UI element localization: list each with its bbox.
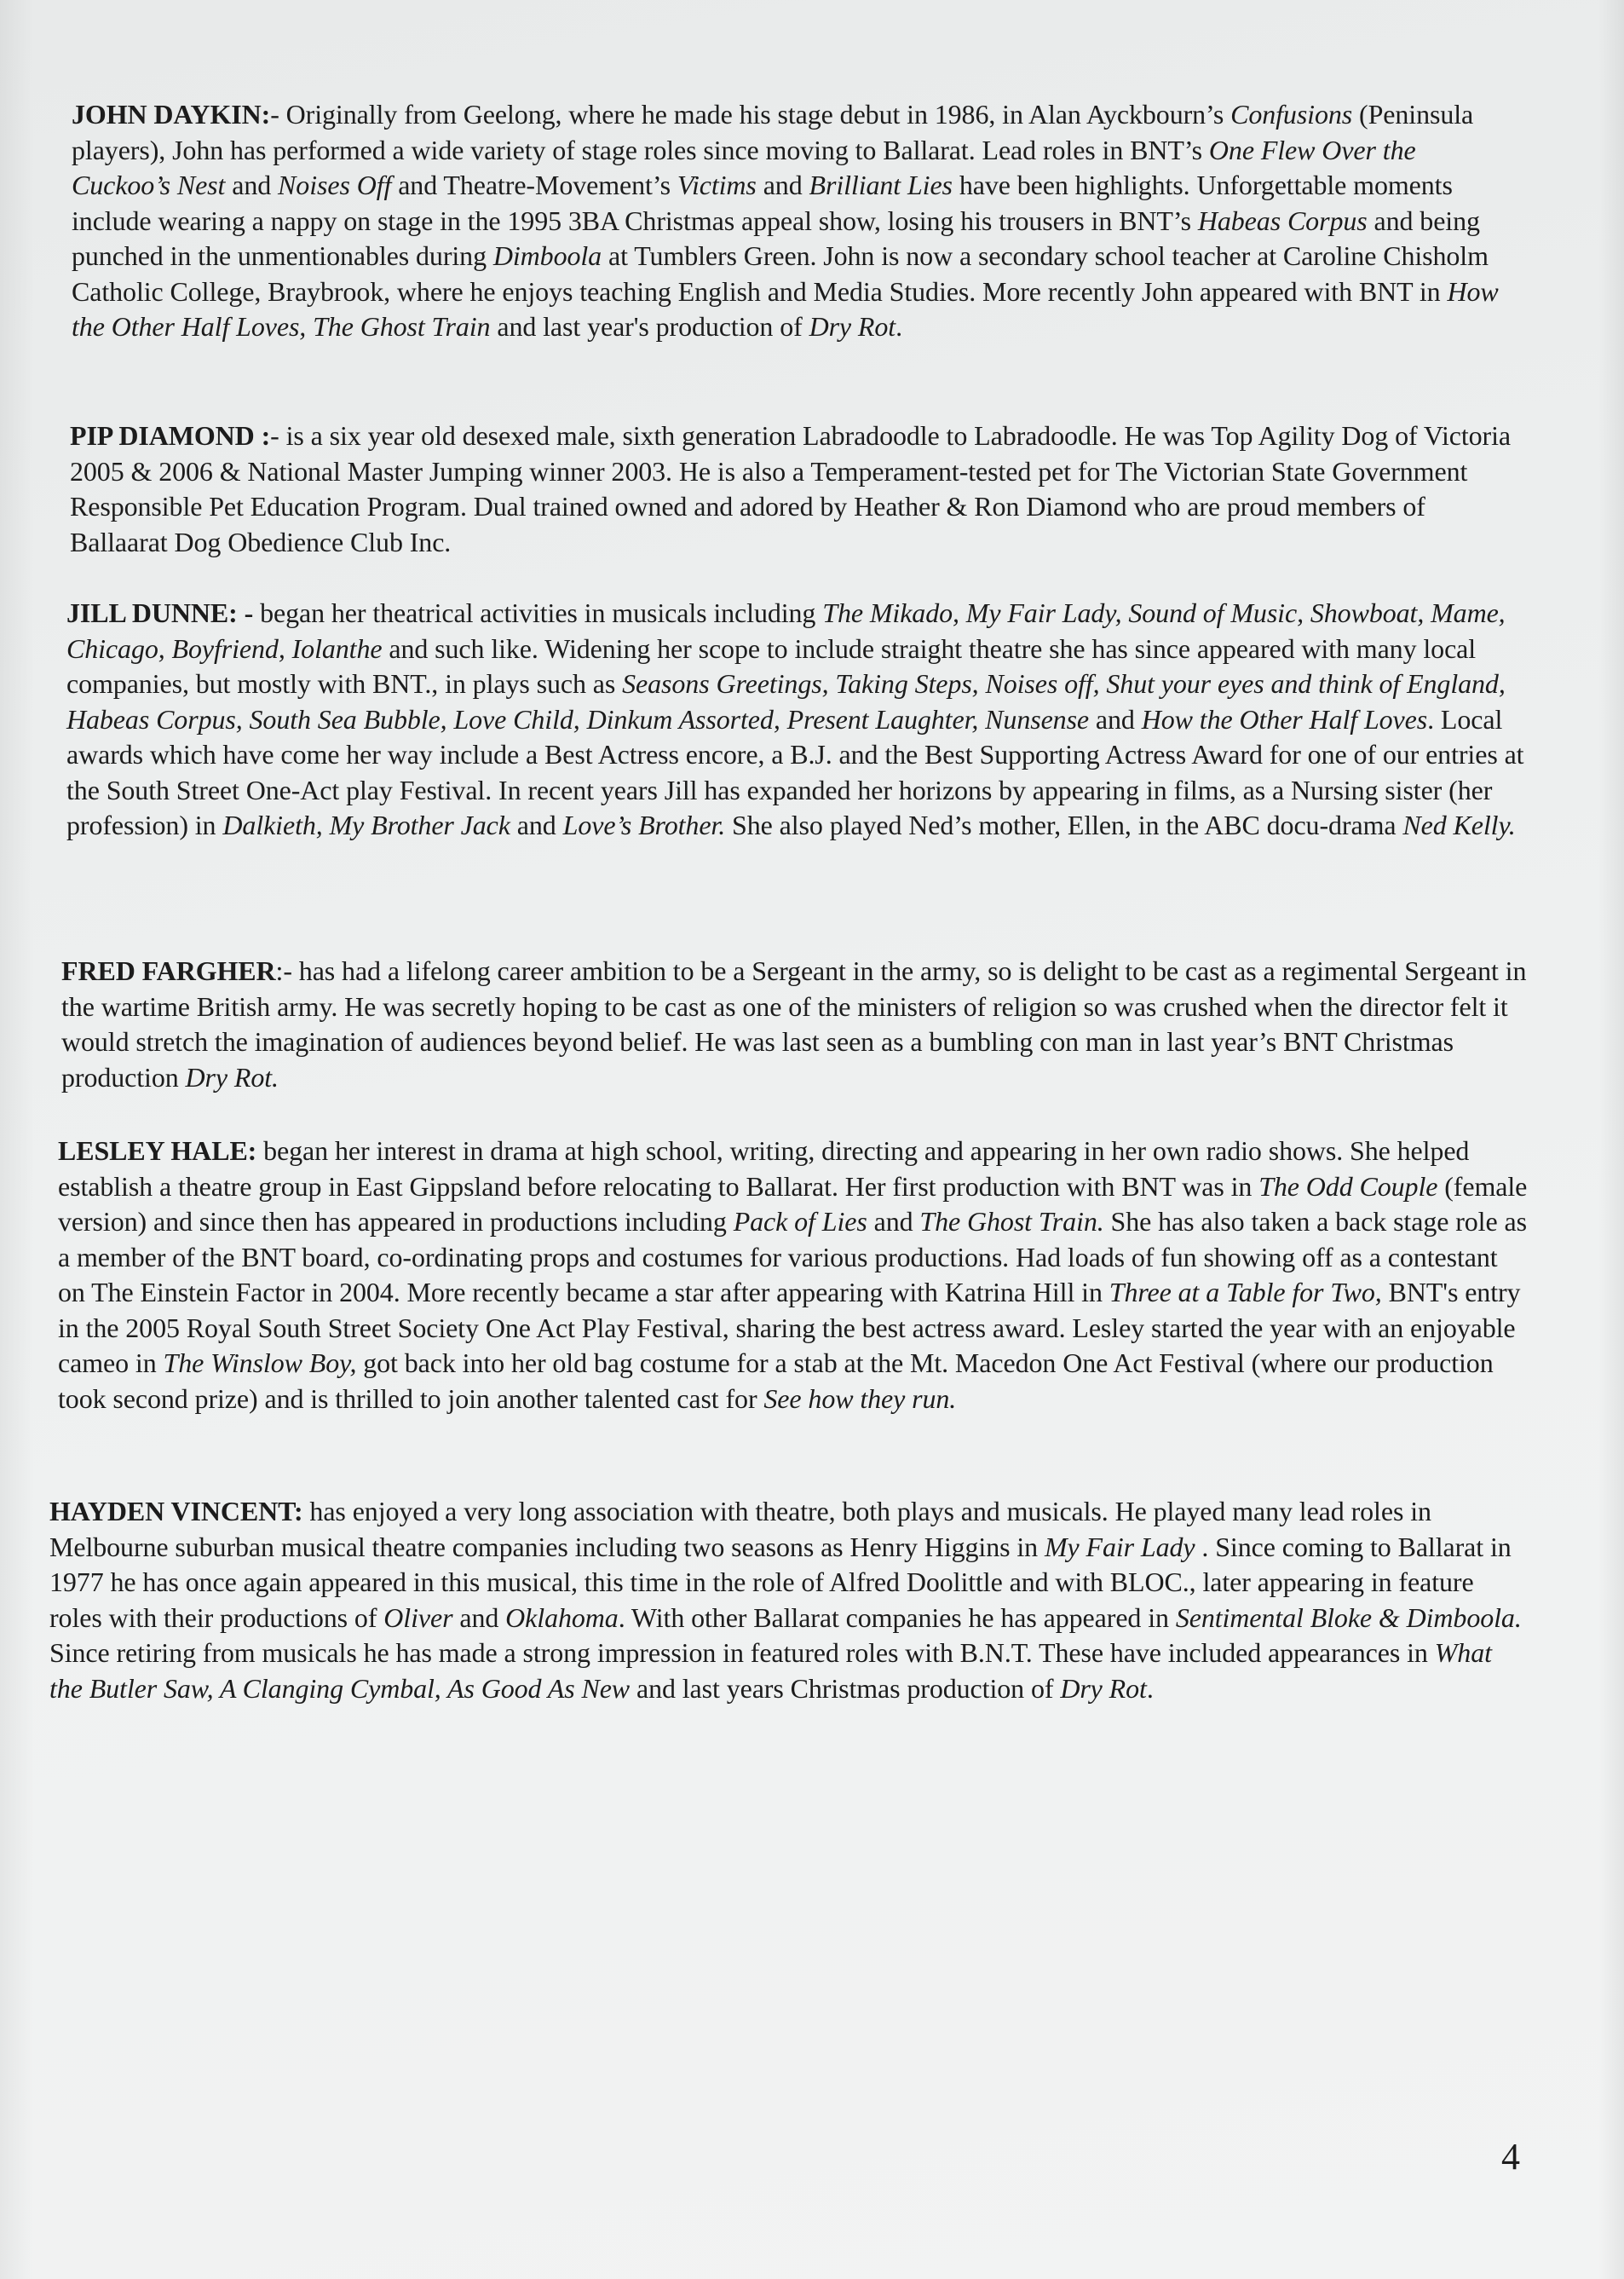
bio-text: She also played Ned’s mother, Ellen, in the ABC docu-drama	[725, 810, 1403, 840]
bio-john-daykin	[72, 97, 1520, 345]
page-edge-shadow-right	[1598, 0, 1624, 2279]
bio-title-italic: Noises Off	[278, 170, 392, 200]
bio-text: has enjoyed a very long association with theatre, both plays and musicals. He played many lead roles in Melbourne suburban musical theatre companies including two seasons as Henry Higgins in	[49, 1496, 1431, 1562]
bio-text: . With other Ballarat companies he has appeared in	[618, 1601, 1176, 1633]
bio-title-italic: See how they run.	[763, 1382, 957, 1414]
bio-text: . Local awards which have come her way include a Best Actress encore, a B.J. and the Best Supporting Actress Award for one of our entries at the South Street One-Act play Festival. In recent years Jill has expanded her horizons by appearing in films, as a Nursing sister (her profession) in	[66, 703, 1524, 840]
bio-text: got back into her old bag costume for a stab at the Mt. Macedon One Act Festival (where our production took second prize) and is thrilled to join another talented cast for	[58, 1347, 1494, 1414]
bio-text: (female version) and since then has appeared in productions including	[58, 1170, 1528, 1237]
bio-title-italic: Three at a Table for Two,	[1109, 1277, 1382, 1307]
bio-title-italic: How the Other Half Loves	[1141, 703, 1428, 735]
bio-title-italic: Confusions	[1230, 99, 1353, 130]
bio-title-italic: Habeas Corpus	[1197, 205, 1368, 236]
bio-text: - is a six year old desexed male, sixth generation Labradoodle to Labradoodle. He was Top Agility Dog of Victoria 2005 & 2006 & National Master Jumping winner 2003. He is also a Temperament-tested pet for The Victorian State Government Responsible Pet Education Program. Dual trained owned and adored by Heather & Ron Diamond who are proud members of Ballaarat Dog Obedience Club Inc.	[70, 420, 1511, 557]
page-number: 4	[1501, 2136, 1520, 2178]
bio-name: JOHN DAYKIN:	[72, 99, 271, 130]
bio-title-italic: One Flew Over the Cuckoo’s Nest	[72, 134, 1416, 200]
bio-text: and such like. Widening her scope to include straight theatre she has since appeared with many local companies, but mostly with BNT., in plays such as	[66, 632, 1477, 699]
bio-title-italic: How the Other Half Loves, The Ghost Train	[72, 275, 1499, 342]
bio-text: began her interest in drama at high school, writing, directing and appearing in her own radio shows. She helped establish a theatre group in East Gippsland before relocating to Ballarat. Her first production with BNT was in	[58, 1135, 1470, 1202]
page-edge-shadow-left	[0, 0, 34, 2279]
bio-name: PIP DIAMOND :	[70, 420, 271, 451]
bio-text: and Theatre-Movement’s	[391, 170, 677, 200]
bio-text: She has also taken a back stage role as a member of the BNT board, co-ordinating props and costumes for various productions. Had loads of fun showing off as a contestant on The Einstein Factor in 2004. More recently became a star after appearing with Katrina Hill in	[58, 1206, 1527, 1307]
bio-text: and	[510, 810, 563, 840]
bio-title-italic: The Odd Couple	[1258, 1170, 1438, 1202]
bio-name: LESLEY HALE:	[58, 1135, 257, 1166]
bio-title-italic: What the Butler Saw, A Clanging Cymbal, As Good As New	[49, 1637, 1492, 1704]
bio-title-italic: Oklahoma	[505, 1601, 619, 1633]
bio-title-italic: Pack of Lies	[733, 1206, 867, 1237]
bio-title-italic: Dimboola	[492, 240, 602, 271]
bio-title-italic: The Ghost Train.	[919, 1206, 1104, 1237]
bio-text: :- has had a lifelong career ambition to be a Sergeant in the army, so is delight to be cast as a regimental Sergeant in the wartime British army. He was secretly hoping to be cast as one of the ministers of religion so was crushed when the director felt it would stretch the imagination of audiences beyond belief. He was last seen as a bumbling con man in last year’s BNT Christmas production	[61, 955, 1527, 1093]
bio-title-italic: Love’s Brother.	[562, 810, 726, 840]
bio-title-italic: Brilliant Lies	[809, 170, 953, 200]
bio-title-italic: Dry Rot	[809, 311, 896, 342]
bio-title-italic: My Fair Lady	[1044, 1531, 1195, 1562]
bio-text: began her theatrical activities in musicals including	[253, 597, 823, 628]
bio-title-italic: Seasons Greetings, Taking Steps, Noises off, Shut your eyes and think of England, Habeas Corpus, South Sea Bubble, Love Child, Dinkum Assorted, Present Laughter, Nunsense	[66, 668, 1506, 735]
bio-jill-dunne	[66, 596, 1528, 844]
bio-hayden-vincent	[49, 1494, 1528, 1706]
bio-text: - Originally from Geelong, where he made his stage debut in 1986, in Alan Ayckbourn’s	[270, 99, 1231, 130]
bio-name: FRED FARGHER	[61, 955, 276, 986]
bio-title-italic: Sentimental Bloke & Dimboola.	[1175, 1601, 1522, 1633]
bio-text: Since retiring from musicals he has made a strong impression in featured roles with B.N.T. These have included appearances in	[49, 1637, 1435, 1668]
bio-text: and	[756, 170, 809, 200]
bio-name: HAYDEN VINCENT:	[49, 1496, 303, 1526]
bio-text: and being punched in the unmentionables during	[72, 205, 1480, 271]
bio-title-italic: Dalkieth, My Brother Jack	[222, 810, 510, 840]
bio-text: and last years Christmas production of	[630, 1672, 1061, 1704]
bio-name: JILL DUNNE: -	[66, 597, 254, 628]
bio-lesley-hale	[58, 1134, 1530, 1416]
bio-fred-fargher	[61, 954, 1531, 1095]
bio-text: (Peninsula players), John has performed a wide variety of stage roles since moving to Ballarat. Lead roles in BNT’s	[72, 99, 1474, 165]
bio-title-italic: The Mikado, My Fair Lady, Sound of Music, Showboat, Mame, Chicago, Boyfriend, Iolanthe	[66, 597, 1506, 664]
bio-text: BNT's entry in the 2005 Royal South Street Society One Act Play Festival, sharing the best actress award. Lesley started the year with an enjoyable cameo in	[58, 1277, 1521, 1378]
bio-text: and last year's production of	[490, 311, 809, 342]
bio-text: and	[1089, 703, 1142, 735]
bio-title-italic: Ned Kelly.	[1402, 810, 1516, 840]
bio-title-italic: The Winslow Boy,	[163, 1347, 357, 1378]
bio-text: .	[896, 311, 902, 342]
bio-text: have been highlights. Unforgettable moments include wearing a nappy on stage in the 1995 3BA Christmas appeal show, losing his trousers in BNT’s	[72, 170, 1453, 236]
bio-text: at Tumblers Green. John is now a secondary school teacher at Caroline Chisholm Catholic College, Braybrook, where he enjoys teaching English and Media Studies. More recently John appeared with BNT in	[72, 240, 1489, 307]
bio-pip-diamond	[70, 418, 1527, 560]
bio-text: and	[225, 170, 279, 200]
bio-text: and	[452, 1601, 506, 1633]
bio-title-italic: Dry Rot	[1060, 1672, 1147, 1704]
bio-text: and	[867, 1206, 920, 1237]
bio-title-italic: Victims	[677, 170, 757, 200]
bio-text: .	[1146, 1672, 1154, 1704]
bio-title-italic: Dry Rot.	[185, 1061, 279, 1093]
bio-title-italic: Oliver	[383, 1601, 453, 1633]
bio-text: . Since coming to Ballarat in 1977 he has once again appeared in this musical, this time in the role of Alfred Doolittle and with BLOC., later appearing in feature roles with their productions of	[49, 1531, 1512, 1633]
